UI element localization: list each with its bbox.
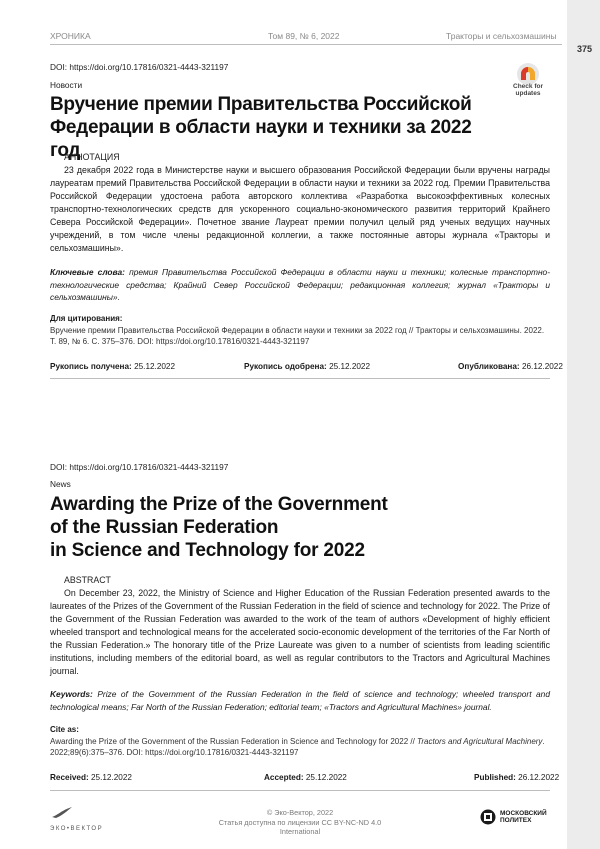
ru-abstract (50, 164, 550, 255)
page-side-strip (567, 0, 600, 849)
ru-abstract-label: АННОТАЦИЯ (64, 152, 120, 162)
footer-copyright: © Эко-Вектор, 2022 (266, 808, 334, 817)
en-published-label: Published: (474, 773, 516, 782)
ru-received (50, 362, 175, 371)
ru-published-date: 26.12.2022 (521, 362, 563, 371)
en-cite-main: Awarding the Prize of the Government of the Russian Federation in Science and Technology for 2022 // (50, 737, 418, 746)
ru-accepted (244, 362, 370, 371)
eco-vector-logo (50, 806, 103, 832)
polytech-emblem-icon (480, 809, 496, 825)
en-keywords-label: Keywords: (50, 689, 93, 699)
header-rule (50, 44, 562, 45)
ru-keywords-label: Ключевые слова: (50, 267, 125, 277)
en-accepted (264, 773, 347, 782)
en-keywords-text: Prize of the Government of the Russian Federation in the field of science and technology; wheeled transport and technological means; Far North of the Russian Federation; editorial team; «Tractors and Agricultural Machines» journal. (50, 689, 550, 712)
en-cite-label: Cite as: (50, 725, 79, 734)
en-abstract-text: On December 23, 2022, the Ministry of Science and Higher Education of the Russian Federation presented awards to the laureates of the Prizes of the Government of the Russian Federation in the field of science and technology for 2022. The Prize of the Government of the Russian Federation was awarded to the work of the team of authors «Development of highly efficient wheeled transport and technological means for the accelerated socio-economic development of the territories of the Far North of the Russian Federation.» The honorary title of the Prize Laureate was given to a number of scientists from leading scientific institutions, including members of the editorial board, as well as regular contributors to the Tractors and Agricultural Machines journal. (50, 588, 550, 676)
en-received-label: Received: (50, 773, 89, 782)
header-journal: Тракторы и сельхозмашины (446, 31, 557, 41)
ru-category: Новости (50, 80, 83, 90)
header-volume: Том 89, № 6, 2022 (268, 31, 340, 41)
polytech-logo (480, 809, 547, 825)
ru-received-date: 25.12.2022 (134, 362, 176, 371)
en-published-date: 26.12.2022 (518, 773, 560, 782)
eco-vector-label: ЭКО•ВЕКТОР (50, 826, 104, 832)
page-number: 375 (576, 44, 592, 54)
en-received (50, 773, 132, 782)
badge-line-2: updates (515, 90, 541, 97)
en-separator (50, 790, 550, 791)
ru-accepted-label: Рукопись одобрена: (244, 362, 327, 371)
en-abstract-label: ABSTRACT (64, 575, 111, 585)
ru-separator (50, 378, 550, 379)
en-accepted-date: 25.12.2022 (305, 773, 347, 782)
badge-line-1: Check for (513, 83, 543, 90)
en-title-line-1: Awarding the Prize of the Government (50, 494, 388, 515)
ru-published-label: Опубликована: (458, 362, 520, 371)
ru-received-label: Рукопись получена: (50, 362, 132, 371)
footer-license[interactable]: Статья доступна по лицензии CC BY-NC-ND 4.0 International (218, 818, 382, 836)
en-doi[interactable]: DOI: https://doi.org/10.17816/0321-4443-321197 (50, 462, 229, 472)
en-title-line-3: in Science and Technology for 2022 (50, 540, 365, 561)
header-section: ХРОНИКА (50, 31, 91, 41)
ru-abstract-text: 23 декабря 2022 года в Министерстве науки и высшего образования Российской Федерации были вручены награды лауреатам премий Правительства Российской Федерации в области науки и техники за 2022 год. Премии Правительства Российской Федерации удостоена работа авторского коллектива «Разработка высокоэффективных колесных транспортно-технологических средств для ускоренного социально-экономического развития территорий Крайнего Севера Российской Федерации». Почетное звание Лауреат премии получил целый ряд ученых ведущих научных учреждений, в том числе члены редакционной коллегии, а также постоянные авторы журнала «Тракторы и сельхозмашины». (50, 165, 550, 253)
en-abstract (50, 587, 550, 678)
en-received-date: 25.12.2022 (90, 773, 132, 782)
ru-published (458, 362, 563, 371)
en-cite-tail: . 2022;89(6):375–376. DOI: https://doi.org/10.17816/0321-4443-321197 (50, 737, 545, 757)
polytech-label-line-1: МОСКОВСКИЙ (500, 810, 547, 817)
ru-title: Вручение премии Правительства Российской Федерации в области науки и техники за 2022 год (50, 94, 472, 161)
ru-keywords-text: премия Правительства Российской Федерации в области науки и техники; колесные транспортно-технологические средства; Крайний Север Российской Федерации; редакционная коллегия; журнал «Тракторы и сельхозмашины». (50, 267, 551, 302)
en-cite (50, 736, 550, 758)
polytech-label-line-2: ПОЛИТЕХ (500, 817, 532, 824)
check-for-updates-label (502, 83, 554, 97)
ru-cite: Вручение премии Правительства Российской Федерации в области науки и техники за 2022 год // Тракторы и сельхозмашины. 2022. Т. 89, № 6. С. 375–376. DOI: https://doi.org/10.17816/0321-4443-321197 (50, 326, 545, 346)
en-published (474, 773, 559, 782)
en-keywords (50, 688, 550, 713)
en-cite-journal: Tractors and Agricultural Machinery (417, 737, 543, 746)
en-category: News (50, 479, 71, 489)
en-accepted-label: Accepted: (264, 773, 304, 782)
ru-cite-label: Для цитирования: (50, 314, 123, 323)
ru-doi[interactable]: DOI: https://doi.org/10.17816/0321-4443-321197 (50, 62, 229, 72)
eco-vector-bird-icon (50, 806, 74, 820)
polytech-label (500, 810, 547, 824)
en-title-line-2: of the Russian Federation (50, 517, 279, 538)
en-title (50, 493, 430, 562)
ru-accepted-date: 25.12.2022 (329, 362, 371, 371)
ru-keywords (50, 266, 550, 304)
